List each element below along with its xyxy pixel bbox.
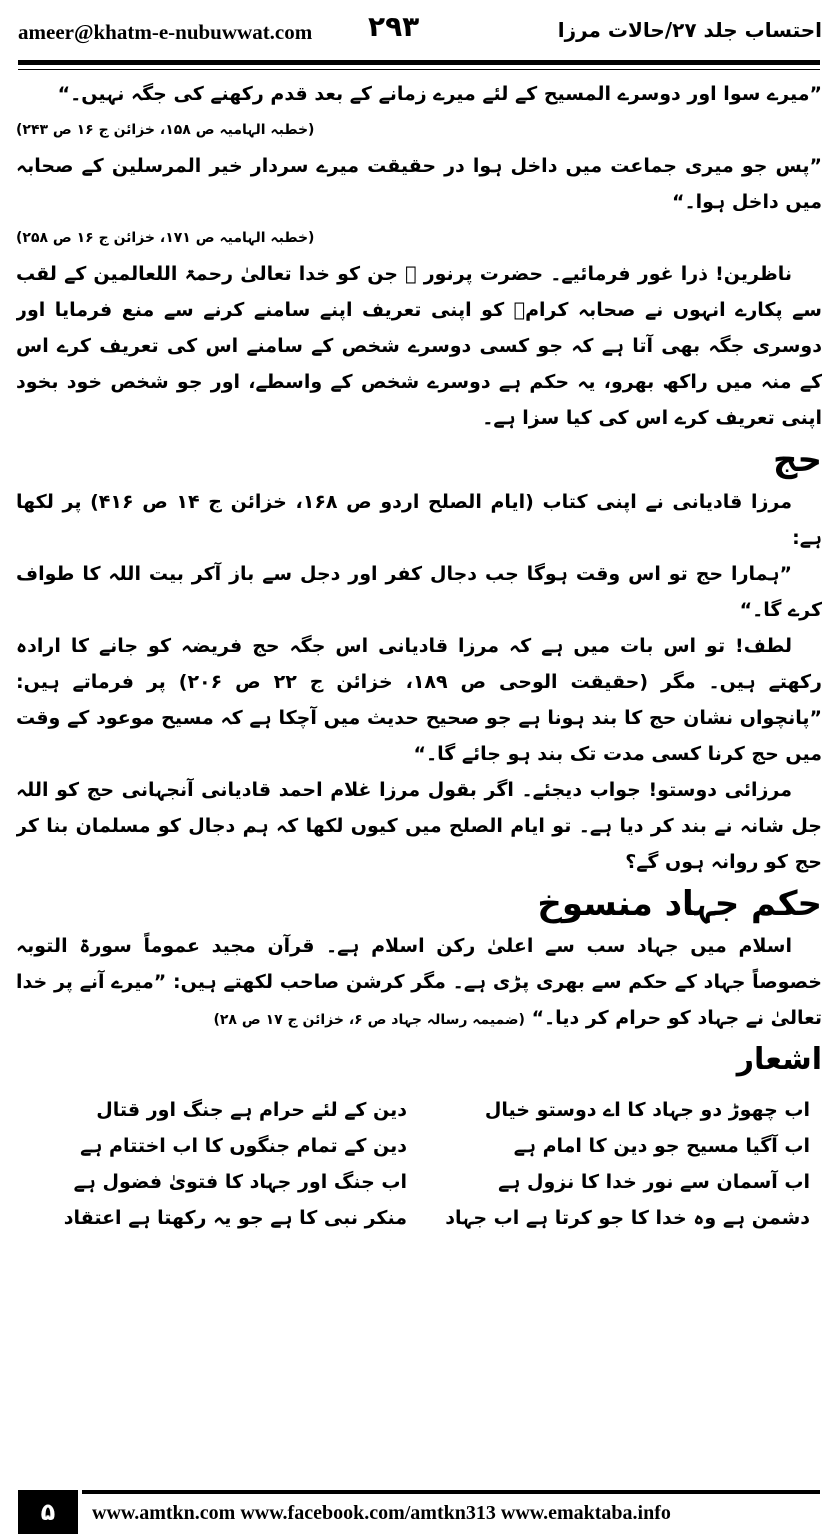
- poem-line: اب جنگ اور جہاد کا فتویٰ فضول ہے: [73, 1171, 407, 1193]
- paragraph-4: مرزائی دوستو! جواب دیجئے۔ اگر بقول مرزا غلام احمد قادیانی آنجہانی حج کو اللہ جل شانہ نے بند کر دیا ہے۔ تو ایام الصلح میں کیوں لکھا کہ ہم دجال کو مسلمان بنا کر حج کو روانہ ہوں گے؟: [16, 779, 822, 873]
- heading-ashaar: اشعار: [736, 1042, 822, 1077]
- footer-number: ۵: [18, 1490, 78, 1534]
- page-footer: [0, 1486, 840, 1540]
- poem-left-column: [16, 1092, 419, 1236]
- page-body: [16, 76, 822, 1436]
- paragraph-3: لطف! تو اس بات میں ہے کہ مرزا قادیانی اس جگہ حج فریضہ کو جانے کا ارادہ رکھتے ہیں۔ مگر (حقیقت الوحی ص ۱۸۹، خزائن ج ۲۲ ص ۲۰۶) پر فرماتے ہیں: ”پانچواں نشان حج کا بند ہونا ہے جو صحیح حدیث میں آچکا ہے کہ مسیح موعود کے وقت میں حج کرنا کسی مدت تک بند ہو جائے گا۔“: [16, 635, 822, 765]
- heading-hajj: حج: [772, 440, 822, 480]
- quote-2-text: ”پس جو میری جماعت میں داخل ہوا در حقیقت میرے سردار خیر المرسلین کے صحابہ میں داخل ہوا۔“: [16, 155, 822, 213]
- poem-line: منکر نبی کا ہے جو یہ رکھتا ہے اعتقاد: [63, 1207, 407, 1229]
- poem-line: اب آگیا مسیح جو دین کا امام ہے: [513, 1135, 810, 1157]
- header-rule-thin: [18, 69, 820, 70]
- book-title: احتساب جلد ۲۷/حالات مرزا: [557, 18, 822, 42]
- quote-1: [16, 76, 822, 112]
- quote-2-reference: (خطبہ الہامیہ ص ۱۷۱، خزائن ج ۱۶ ص ۲۵۸): [16, 230, 315, 246]
- paragraph-5-text: اسلام میں جہاد سب سے اعلیٰ رکن اسلام ہے۔ قرآن مجید عموماً سورۃ التوبہ خصوصاً جہاد کے حکم سے بھری پڑی ہے۔ مگر کرشن صاحب لکھتے ہیں: ”میرے آنے پر خدا تعالیٰ نے جہاد کو حرام کر دیا۔“: [16, 935, 822, 1029]
- quote-1-ref-line: [16, 112, 822, 148]
- footer-rule: [82, 1490, 820, 1494]
- paragraph-5: [16, 928, 822, 1038]
- footer-urls[interactable]: www.amtkn.com www.facebook.com/amtkn313 www.emaktaba.info: [92, 1502, 671, 1524]
- quote-1-text: ”میرے سوا اور دوسرے المسیح کے لئے میرے زمانے کے بعد قدم رکھنے کی جگہ نہیں۔“: [57, 83, 822, 105]
- page-header: [0, 0, 840, 58]
- poem-line: دشمن ہے وہ خدا کا جو کرتا ہے اب جہاد: [445, 1207, 810, 1229]
- paragraph-2: مرزا قادیانی نے اپنی کتاب (ایام الصلح اردو ص ۱۶۸، خزائن ج ۱۴ ص ۴۱۶) پر لکھا ہے:: [16, 491, 822, 549]
- heading-jihad: حکم جہاد منسوخ: [537, 884, 822, 924]
- paragraph-1: ناظرین! ذرا غور فرمائیے۔ حضرت پرنور ﷺ جن کو خدا تعالیٰ رحمۃ اللعالمین کے لقب سے پکارے انہوں نے صحابہ کرامؓ کو اپنی تعریف اپنے سامنے کرنے سے منع فرمایا اور دوسری جگہ بھی آتا ہے کہ جو کسی دوسرے شخص کے سامنے اس کی تعریف کرے اس کے منہ میں راکھ بھرو، یہ حکم ہے دوسرے شخص کے واسطے، اور جو شخص خود بخود اپنی تعریف کرے اس کی کیا سزا ہے۔: [16, 263, 822, 429]
- page-number: ۲۹۳: [368, 10, 420, 43]
- poem-line: دین کے تمام جنگوں کا اب اختتام ہے: [80, 1135, 407, 1157]
- header-rule-thick: [18, 60, 820, 65]
- header-email: ameer@khatm-e-nubuwwat.com: [18, 20, 313, 44]
- poem-right-column: [419, 1092, 822, 1236]
- quote-1-reference: (خطبہ الہامیہ ص ۱۵۸، خزائن ج ۱۶ ص ۲۴۳): [16, 122, 315, 138]
- poem-line: اب آسمان سے نور خدا کا نزول ہے: [498, 1171, 810, 1193]
- quote-3: ”ہمارا حج تو اس وقت ہوگا جب دجال کفر اور دجل سے باز آکر بیت اللہ کا طواف کرے گا۔“: [16, 563, 822, 621]
- poem-line: دین کے لئے حرام ہے جنگ اور قتال: [96, 1099, 407, 1121]
- quote-2: [16, 148, 822, 220]
- quote-2-ref-line: [16, 220, 822, 256]
- paragraph-5-reference: (ضمیمہ رسالہ جہاد ص ۶، خزائن ج ۱۷ ص ۲۸): [213, 1012, 525, 1028]
- poem-line: اب چھوڑ دو جہاد کا اے دوستو خیال: [484, 1099, 810, 1121]
- poem: [16, 1092, 822, 1236]
